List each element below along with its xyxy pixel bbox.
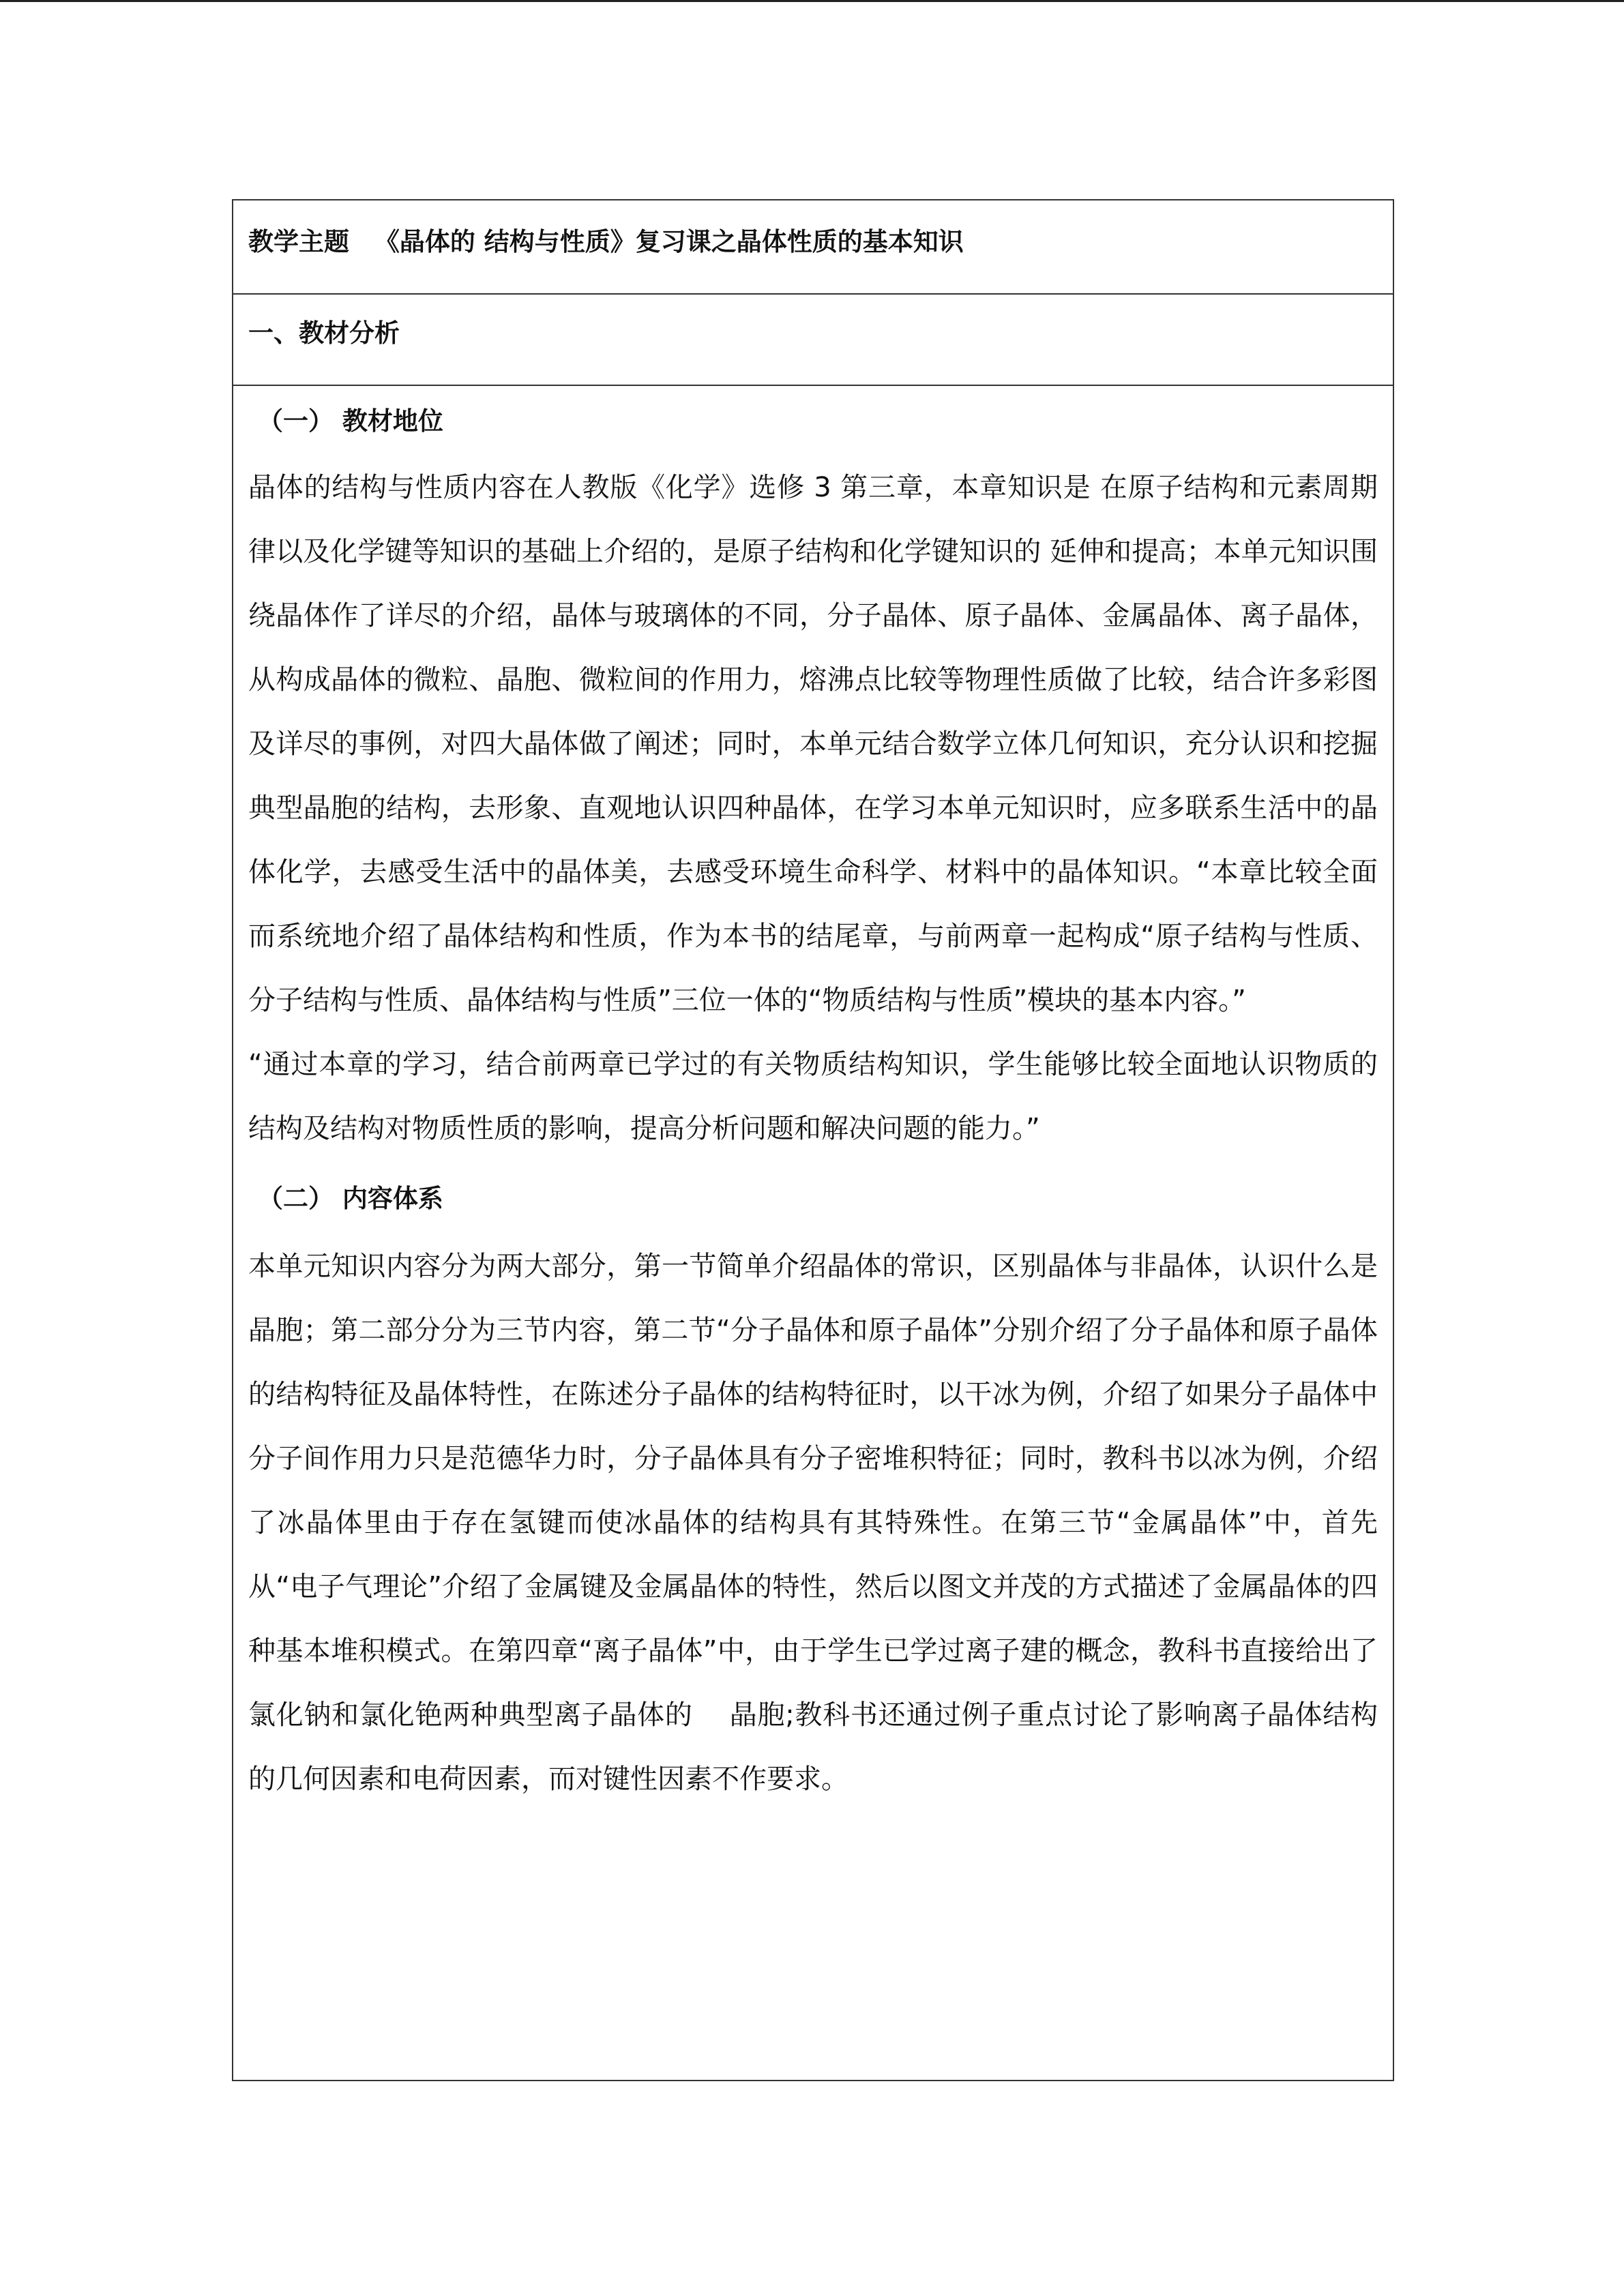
paragraph-content-1: 本单元知识内容分为两大部分，第一节简单介绍晶体的常识，区别晶体与非晶体，认识什么是晶胞；第二部分分为三节内容，第二节“分子晶体和原子晶体”分别介绍了分子晶体和原子晶体的结构特征及晶体特性，在陈述分子晶体的结构特征时，以干冰为例，介绍了如果分子晶体中分子间作用力只是范德华力时，分子晶体具有分子密堆积特征；同时，教科书以冰为例，介绍了冰晶体里由于存在氢键而使冰晶体的结构具有其特殊性。在第三节“金属晶体”中，首先从“电子气理论”介绍了金属键及金属晶体的特性，然后以图文并茂的方式描述了金属晶体的四种基本堆积模式。在第四章“离子晶体”中，由于学生已学过离子建的概念，教科书直接给出了氯化钠和氯化铯两种典型离子晶体的 晶胞;教科书还通过例子重点讨论了影响离子晶体结构的几何因素和电荷因素，而对键性因素不作要求。 — [248, 1251, 1378, 1795]
title-text: 《晶体的 结构与性质》复习课之晶体性质的基本知识 — [374, 227, 964, 256]
analysis-heading-row — [233, 295, 1393, 386]
section-heading: 一、教材分析 — [248, 318, 400, 348]
lesson-plan-table — [232, 199, 1394, 2081]
content-row — [233, 386, 1393, 1811]
body-content — [233, 386, 1393, 1811]
top-border-line — [0, 0, 1624, 2]
title-line — [248, 221, 964, 258]
title-row — [233, 200, 1393, 295]
subsection-heading-position: （一） 教材地位 — [258, 406, 443, 436]
subsection-heading-content: （二） 内容体系 — [258, 1184, 443, 1213]
title-label: 教学主题 — [248, 227, 349, 256]
paragraph-position-2: “通过本章的学习，结合前两章已学过的有关物质结构知识，学生能够比较全面地认识物质的结构及结构对物质性质的影响，提高分析问题和解决问题的能力。” — [248, 1049, 1378, 1144]
paragraph-position-1: 晶体的结构与性质内容在人教版《化学》选修 3 第三章，本章知识是 在原子结构和元素周期律以及化学键等知识的基础上介绍的，是原子结构和化学键知识的 延伸和提高；本单元知识围绕晶体作了详尽的介绍，晶体与玻璃体的不同，分子晶体、原子晶体、金属晶体、离子晶体，从构成晶体的微粒、晶胞、微粒间的作用力，熔沸点比较等物理性质做了比较，结合许多彩图及详尽的事例，对四大晶体做了阐述；同时，本单元结合数学立体几何知识，充分认识和挖掘典型晶胞的结构，去形象、直观地认识四种晶体，在学习本单元知识时，应多联系生活中的晶体化学，去感受生活中的晶体美，去感受环境生命科学、材料中的晶体知识。“本章比较全面而系统地介绍了晶体结构和性质，作为本书的结尾章，与前两章一起构成“原子结构与性质、分子结构与性质、晶体结构与性质”三位一体的“物质结构与性质”模块的基本内容。” — [248, 472, 1378, 1016]
